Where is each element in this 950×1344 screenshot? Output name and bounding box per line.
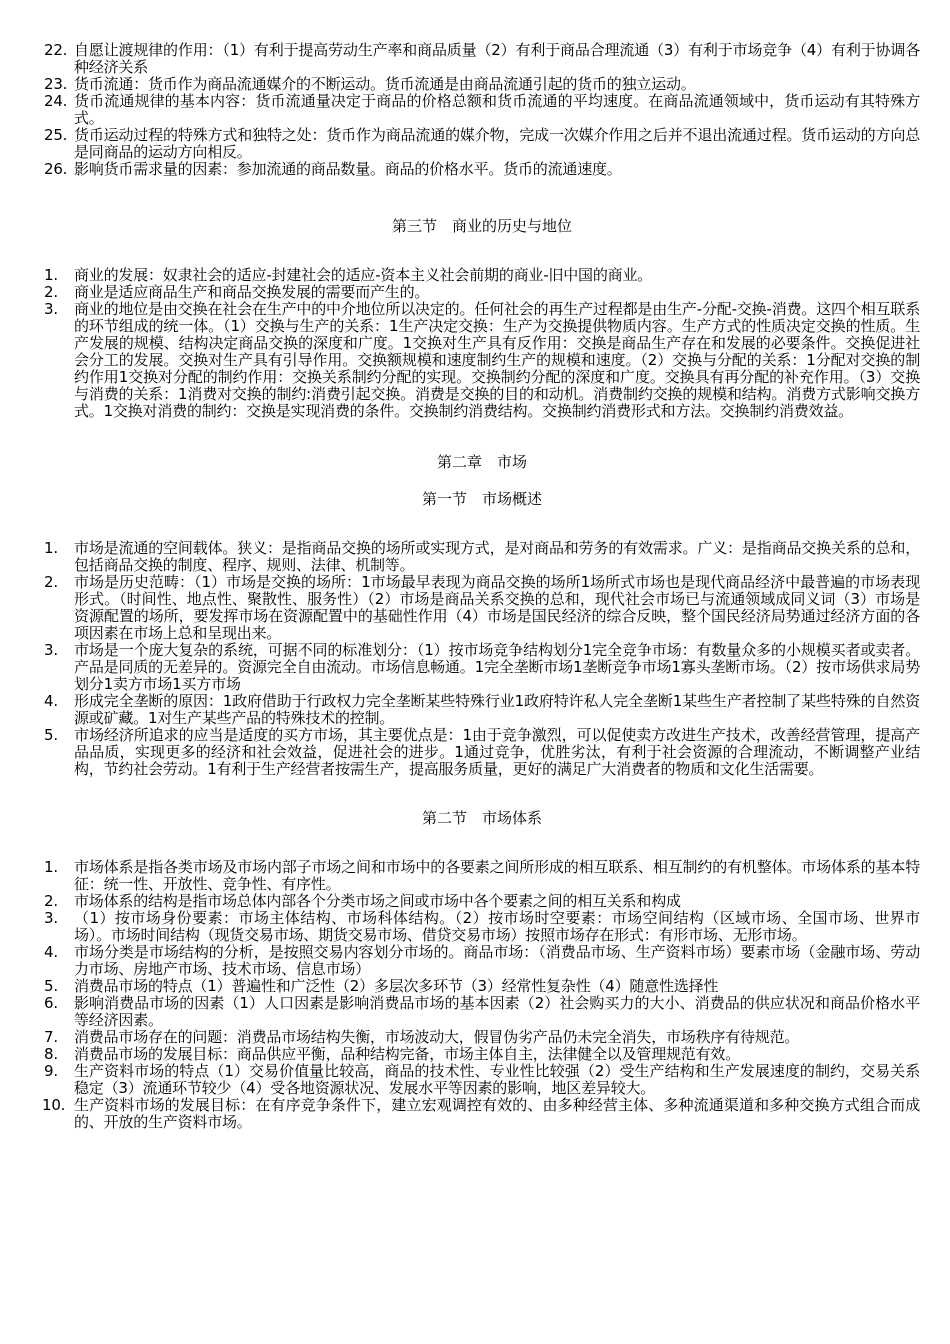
document-page [44,42,920,1131]
list-item [44,910,920,944]
item-text: 货币运动过程的特殊方式和独特之处：货币作为商品流通的媒介物，完成一次媒介作用之后并不退出流通过程。货币运动的方向总是同商品的运动方向相反。 [74,126,920,161]
section-heading: 第二节 市场体系 [421,809,542,827]
list-item [44,574,920,642]
item-number: 10. [42,1096,66,1114]
list-item [44,978,920,995]
item-text: （1）按市场身份要素：市场主体结构、市场科体结构。（2）按市场时空要素：市场空间结构（区域市场、全国市场、世界市场）。市场时间结构（现货交易市场、期货交易市场、借贷交易市场）按照市场存在形式：有形市场、无形市场。 [74,909,920,944]
list-item [44,301,920,420]
section-heading: 第三节 商业的历史与地位 [391,217,572,235]
item-number: 3. [44,641,58,659]
item-text: 货币流通规律的基本内容：货币流通量决定于商品的价格总额和货币流通的平均速度。在商品流通领域中，货币运动有其特殊方式。 [74,92,920,127]
list-item [44,540,920,574]
item-text: 自愿让渡规律的作用：（1）有利于提高劳动生产率和商品质量（2）有利于商品合理流通（3）有利于市场竞争（4）有利于协调各种经济关系 [74,41,920,76]
item-text: 商业的发展：奴隶社会的适应-封建社会的适应-资本主义社会前期的商业-旧中国的商业。 [74,266,653,284]
item-number: 22. [44,41,68,59]
item-text: 市场是流通的空间载体。狭义：是指商品交换的场所或实现方式，是对商品和劳务的有效需求。广义：是指商品交换关系的总和，包括商品交换的制度、程序、规则、法律、机制等。 [74,539,920,574]
item-text: 商业是适应商品生产和商品交换发展的需要而产生的。 [74,283,430,301]
item-number: 7. [44,1028,58,1046]
item-text: 市场体系是指各类市场及市场内部子市场之间和市场中的各要素之间所形成的相互联系、相互制约的有机整体。市场体系的基本特征：统一性、开放性、竞争性、有序性。 [74,858,920,893]
list-section3 [44,267,920,420]
item-number: 4. [44,943,58,961]
item-number: 9. [44,1062,58,1080]
item-number: 3. [44,909,58,927]
item-number: 5. [44,726,58,744]
list-item [44,76,920,93]
item-text: 影响货币需求量的因素：参加流通的商品数量。商品的价格水平。货币的流通速度。 [74,160,622,178]
list-item [44,995,920,1029]
item-text: 生产资料市场的特点（1）交易价值量比较高，商品的技术性、专业性比较强（2）受生产结构和生产发展速度的制约，交易关系稳定（3）流通环节较少（4）受各地资源状况、发展水平等因素的影响，地区差异较大。 [74,1062,920,1097]
list-item [44,642,920,693]
list-item [44,1029,920,1046]
item-number: 6. [44,994,58,1012]
item-number: 2. [44,573,58,591]
list-item [44,944,920,978]
list-item [44,1097,920,1131]
item-number: 5. [44,977,58,995]
item-number: 25. [44,126,68,144]
list-item [44,1063,920,1097]
item-text: 形成完全垄断的原因：1政府借助于行政权力完全垄断某些特殊行业1政府特许私人完全垄断1某些生产者控制了某些特殊的自然资源或矿藏。1对生产某些产品的特殊技术的控制。 [74,692,920,727]
list-item [44,161,920,178]
list-item [44,284,920,301]
list-item [44,859,920,893]
item-text: 市场分类是市场结构的分析，是按照交易内容划分市场的。商品市场：（消费品市场、生产资料市场）要素市场（金融市场、劳动力市场、房地产市场、技术市场、信息市场） [74,943,920,978]
list-item [44,267,920,284]
list-item [44,127,920,161]
chapter-heading: 第二章 市场 [436,453,527,471]
item-text: 消费品市场的发展目标：商品供应平衡，品种结构完备，市场主体自主，法律健全以及管理规范有效。 [74,1045,741,1063]
list-ch2-section1 [44,540,920,778]
list-block1 [44,42,920,178]
item-text: 市场经济所追求的应当是适度的买方市场，其主要优点是：1由于竞争激烈，可以促使卖方改进生产技术，改善经营管理，提高产品品质，实现更多的经济和社会效益，促进社会的进步。1通过竞争，优胜劣汰，有利于社会资源的合理流动，不断调整产业结构，节约社会劳动。1有利于生产经营者按需生产，提高服务质量，更好的满足广大消费者的物质和文化生活需要。 [74,726,920,778]
item-number: 2. [44,892,58,910]
item-number: 1. [44,858,58,876]
item-text: 市场体系的结构是指市场总体内部各个分类市场之间或市场中各个要素之间的相互关系和构成 [74,892,681,910]
list-ch2-section2 [44,859,920,1131]
item-number: 23. [44,75,68,93]
list-item [44,693,920,727]
item-number: 1. [44,539,58,557]
list-item [44,727,920,778]
item-number: 8. [44,1045,58,1063]
item-text: 生产资料市场的发展目标：在有序竞争条件下，建立宏观调控有效的、由多种经营主体、多种流通渠道和多种交换方式组合而成的、开放的生产资料市场。 [74,1096,920,1131]
list-item [44,93,920,127]
item-text: 货币流通：货币作为商品流通媒介的不断运动。货币流通是由商品流通引起的货币的独立运动。 [74,75,696,93]
item-number: 26. [44,160,68,178]
item-text: 消费品市场存在的问题：消费品市场结构失衡，市场波动大，假冒伪劣产品仍未完全消失，市场秩序有待规范。 [74,1028,800,1046]
item-number: 3. [44,300,58,318]
section-heading: 第一节 市场概述 [421,490,542,508]
item-text: 影响消费品市场的因素（1）人口因素是影响消费品市场的基本因素（2）社会购买力的大小、消费品的供应状况和商品价格水平等经济因素。 [74,994,920,1029]
item-text: 消费品市场的特点（1）普遍性和广泛性（2）多层次多环节（3）经常性复杂性（4）随意性选择性 [74,977,719,995]
list-item [44,1046,920,1063]
item-number: 24. [44,92,68,110]
item-number: 1. [44,266,58,284]
list-item [44,42,920,76]
item-text: 市场是一个庞大复杂的系统，可据不同的标准划分：（1）按市场竞争结构划分1完全竞争市场：有数量众多的小规模买者或卖者。产品是同质的无差异的。资源完全自由流动。市场信息畅通。1完全垄断市场1垄断竞争市场1寡头垄断市场。（2）按市场供求局势划分1卖方市场1买方市场 [74,641,920,693]
item-number: 4. [44,692,58,710]
item-text: 商业的地位是由交换在社会在生产中的中介地位所以决定的。任何社会的再生产过程都是由生产-分配-交换-消费。这四个相互联系的环节组成的统一体。（1）交换与生产的关系：1生产决定交换：生产为交换提供物质内容。生产方式的性质决定交换的性质。生产发展的规模、结构决定商品交换的深度和广度。1交换对生产具有反作用：交换是商品生产存在和发展的必要条件。交换促进社会分工的发展。交换对生产具有引导作用。交换额规模和速度制约生产的规模和速度。（2）交换与分配的关系：1分配对交换的制约作用1交换对分配的制约作用：交换关系制约分配的实现。交换制约分配的深度和广度。交换具有再分配的补充作用。（3）交换与消费的关系：1消费对交换的制约:消费引起交换。消费是交换的目的和动机。消费制约交换的规模和结构。消费方式影响交换方式。1交换对消费的制约：交换是实现消费的条件。交换制约消费结构。交换制约消费形式和方法。交换制约消费效益。 [74,300,920,420]
item-number: 2. [44,283,58,301]
list-item [44,893,920,910]
item-text: 市场是历史范畴：（1）市场是交换的场所：1市场最早表现为商品交换的场所1场所式市场也是现代商品经济中最普遍的市场表现形式。（时间性、地点性、聚散性、服务性）（2）市场是商品关系交换的总和，现代社会市场已与流通领域成同义词（3）市场是资源配置的场所，要发挥市场在资源配置中的基础性作用（4）市场是国民经济的综合反映，整个国民经济局势通过经济方面的各项因素在市场上总和呈现出来。 [74,573,920,642]
